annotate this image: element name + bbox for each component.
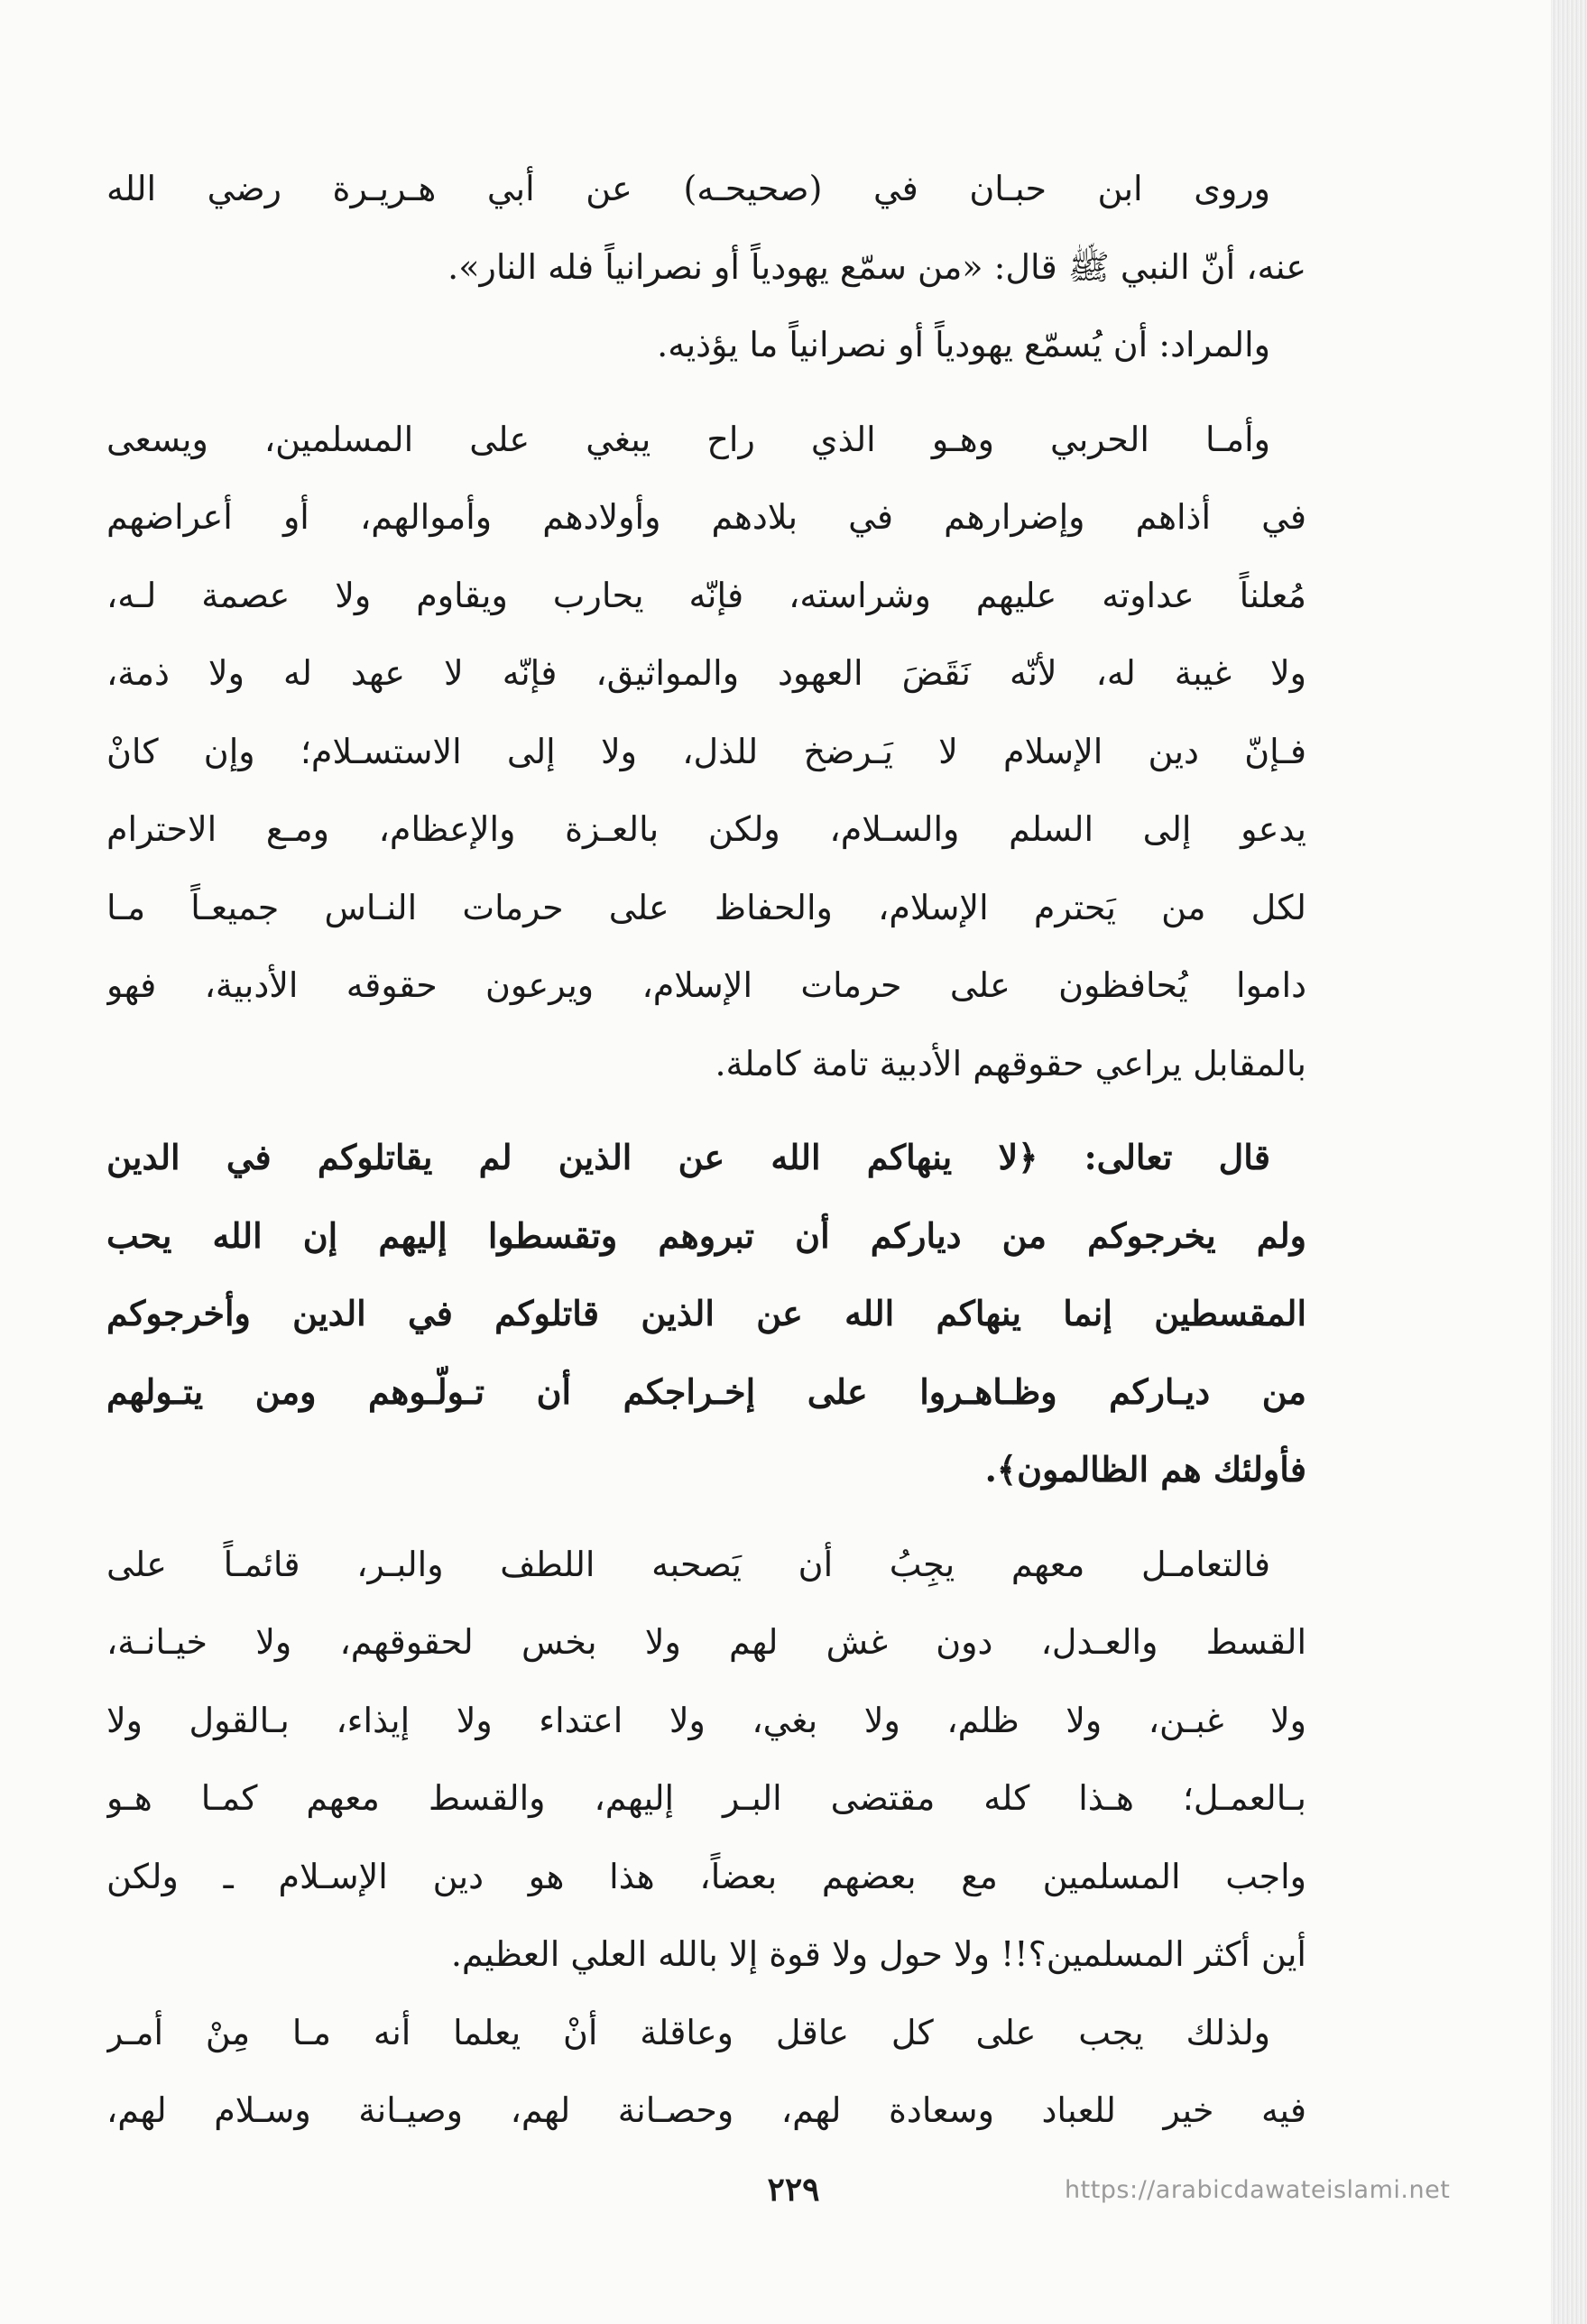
page-binding-edge [1551, 0, 1587, 2324]
page-number: ٢٢٩ [767, 2171, 820, 2209]
text-line: بالمقابل يراعي حقوقهم الأدبية تامة كاملة. [715, 1043, 1306, 1084]
paragraph-quran-verse [106, 1119, 1306, 1509]
text-line: ولا غبـن، ولا ظلم، ولا بغي، ولا اعتداء ولا إيذاء، بـالقول ولا [106, 1700, 1306, 1740]
text-line: فالتعامـل معهم يجِبُ أن يَصحبه اللطف والبـر، قائمـاً على [106, 1544, 1270, 1584]
text-line: وروى ابن حبـان في (صحيحـه) عن أبي هـريـرة رضي الله [106, 169, 1270, 208]
text-line: من ديـاركم وظـاهـروا على إخـراجكم أن تـولّـوهم ومن يتـولهم [106, 1370, 1306, 1412]
text-line: المقسطين إنما ينهاكم الله عن الذين قاتلوكم في الدين وأخرجوكم [106, 1293, 1306, 1333]
text-line: فـإنّ دين الإسلام لا يَـرضخ للذل، ولا إلى الاستسـلام؛ وإن كانْ [106, 731, 1306, 771]
text-line: والمراد: أن يُسمّع يهودياً أو نصرانياً ما يؤذيه. [657, 325, 1270, 364]
text-line: قال تعالى: ﴿لا ينهاكم الله عن الذين لم يقاتلوكم في الدين [106, 1137, 1270, 1177]
text-line: ولذلك يجب على كل عاقل وعاقلة أنْ يعلما أنه مـا مِنْ أمـر [106, 2012, 1270, 2052]
text-line: عنه، أنّ النبي ﷺ قال: «من سمّع يهودياً أو نصرانياً فله النار». [447, 246, 1306, 287]
text-line: وأمـا الحربي وهـو الذي راح يبغي على المسلمين، ويسعى [106, 419, 1270, 459]
text-line: مُعلناً عداوته عليهم وشراسته، فإنّه يحارب ويقاوم ولا عصمة لـه، [106, 575, 1306, 615]
paragraph-hadith [106, 150, 1306, 306]
text-line: أين أكثر المسلمين؟!! ولا حول ولا قوة إلا بالله العلي العظيم. [450, 1934, 1306, 1974]
paragraph-conclusion [106, 1994, 1306, 2150]
text-line: في أذاهم وإضرارهم في بلادهم وأولادهم وأموالهم، أو أعراضهم [106, 497, 1306, 537]
text-line: ولا غيبة له، لأنّه نَقَضَ العهود والمواثيق، فإنّه لا عهد له ولا ذمة، [106, 653, 1306, 693]
paragraph-harbi [106, 401, 1306, 1103]
paragraph-dealings [106, 1526, 1306, 1994]
text-line: يدعو إلى السلم والسـلام، ولكن بالعـزة والإعظام، ومـع الاحترام [106, 809, 1306, 849]
paragraph-meaning [106, 306, 1306, 384]
text-line: ولم يخرجوكم من دياركم أن تبروهم وتقسطوا إليهم إن الله يحب [106, 1214, 1306, 1256]
body-text [106, 150, 1306, 2150]
text-line: فأولئك هم الظالمون﴾. [984, 1449, 1306, 1489]
text-line: لكل من يَحترم الإسلام، والحفاظ على حرمات النـاس جميعـاً مـا [106, 887, 1306, 927]
text-line: واجب المسلمين مع بعضهم بعضاً، هذا هو دين الإسـلام ـ ولكن [106, 1856, 1306, 1896]
text-line: بـالعمـل؛ هـذا كله مقتضى البـر إليهم، والقسط معهم كمـا هـو [106, 1778, 1306, 1818]
text-line: فيه خير للعباد وسعادة لهم، وحصـانة لهم، وصيـانة وسـلام لهم، [106, 2090, 1306, 2130]
watermark-url: https://arabicdawateislami.net [1065, 2176, 1451, 2204]
text-line: القسط والعـدل، دون غش لهم ولا بخس لحقوقهم، ولا خيـانـة، [106, 1622, 1306, 1662]
text-line: داموا يُحافظون على حرمات الإسلام، ويرعون حقوقه الأدبية، فهو [106, 965, 1306, 1005]
